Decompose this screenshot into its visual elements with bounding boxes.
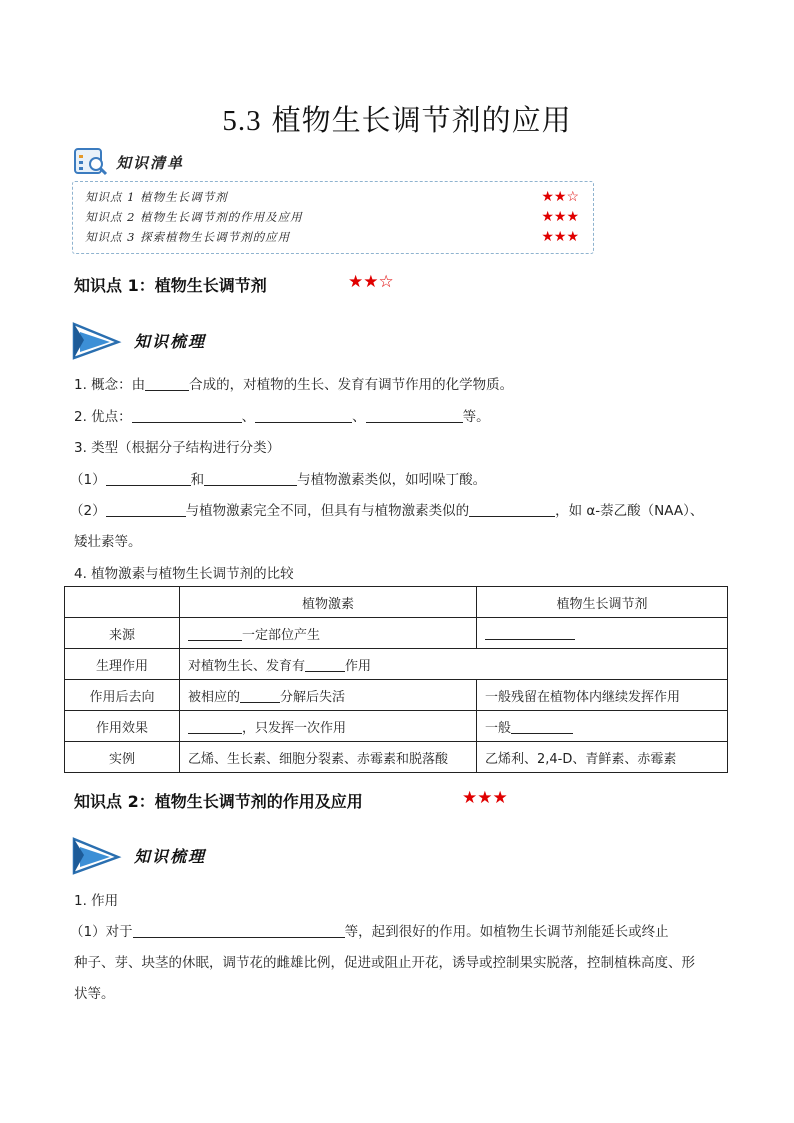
type1-line <box>70 468 486 488</box>
text: 被相应的 <box>188 689 241 705</box>
page-title <box>0 98 794 139</box>
function-title <box>74 889 118 909</box>
table-row <box>65 711 728 742</box>
row-label: 作用效果 <box>65 711 180 742</box>
row-label: 生理作用 <box>65 649 180 680</box>
comparison-caption <box>74 562 294 582</box>
checklist-item-label: 知识点 1 植物生长调节剂 <box>85 190 228 204</box>
table-row <box>65 649 728 680</box>
text: 等。 <box>462 409 490 425</box>
answer-blank[interactable] <box>305 657 345 672</box>
text: （1）对于 <box>70 924 133 940</box>
answer-blank[interactable] <box>106 502 186 517</box>
text: 种子、芽、块茎的休眠，调节花的雌雄比例，促进或阻止开花，诱导或控制果实脱落，控制植株高度、形 <box>74 955 695 971</box>
text: 作用 <box>345 658 372 674</box>
star-rating-icon: ★★★ <box>462 788 508 808</box>
text: （2） <box>70 503 106 519</box>
row-label: 来源 <box>65 618 180 649</box>
checklist-item-label: 知识点 3 探索植物生长调节剂的应用 <box>85 230 291 244</box>
star-rating-icon: ★★★ <box>541 229 579 245</box>
table-row <box>65 742 728 773</box>
text: 和 <box>190 472 205 488</box>
text: 、 <box>352 409 366 425</box>
text: 1. 概念：由 <box>74 377 146 393</box>
text: 一定部位产生 <box>242 627 321 643</box>
row-label: 作用后去向 <box>65 680 180 711</box>
answer-blank[interactable] <box>366 408 463 423</box>
checklist-label: 知识清单 <box>116 153 185 172</box>
answer-blank[interactable] <box>511 719 573 734</box>
text: （1） <box>70 472 106 488</box>
text: 与植物激素类似，如吲哚丁酸。 <box>297 472 487 488</box>
text: 分解后失活 <box>280 689 346 705</box>
text: 3. 类型（根据分子结构进行分类） <box>74 440 281 456</box>
table-header-cell: 植物激素 <box>180 587 477 618</box>
function-line-1 <box>70 920 669 940</box>
text: 一般 <box>485 720 512 736</box>
text: 对植物生长、发育有 <box>188 658 306 674</box>
section-heading-text: 知识点 1：植物生长调节剂 <box>74 276 267 295</box>
star-rating-icon: ★★☆ <box>541 189 579 205</box>
table-cell <box>180 711 477 742</box>
answer-blank[interactable] <box>255 408 352 423</box>
star-rating-icon: ★★☆ <box>348 272 394 292</box>
row-label: 实例 <box>65 742 180 773</box>
answer-blank[interactable] <box>106 471 191 486</box>
title-number: 5.3 <box>222 105 262 137</box>
table-cell: 乙烯利、2,4-D、青鲜素、赤霉素 <box>477 742 728 773</box>
checklist-item <box>85 227 579 247</box>
table-cell <box>180 618 477 649</box>
table-cell <box>477 711 728 742</box>
function-line-2 <box>74 951 695 971</box>
text: 矮壮素等。 <box>74 534 142 550</box>
text: 4. 植物激素与植物生长调节剂的比较 <box>74 566 294 582</box>
text: 状等。 <box>74 986 115 1002</box>
table-row <box>65 680 728 711</box>
badge-label: 知识梳理 <box>134 331 207 351</box>
text: 等，起到很好的作用。如植物生长调节剂能延长或终止 <box>344 924 669 940</box>
answer-blank[interactable] <box>469 502 555 517</box>
text: 与植物激素完全不同，但具有与植物激素类似的 <box>185 503 470 519</box>
answer-blank[interactable] <box>145 376 189 391</box>
comparison-table <box>64 586 728 773</box>
answer-blank[interactable] <box>188 626 242 641</box>
text: ，如 α-萘乙酸（NAA）、 <box>555 503 704 519</box>
advantages-line <box>74 405 490 425</box>
table-cell: 乙烯、生长素、细胞分裂素、赤霉素和脱落酸 <box>180 742 477 773</box>
table-cell <box>477 618 728 649</box>
table-row <box>65 618 728 649</box>
section-heading <box>74 789 363 812</box>
answer-blank[interactable] <box>485 625 575 640</box>
types-line <box>74 436 280 456</box>
answer-blank[interactable] <box>240 688 280 703</box>
table-header-row <box>65 587 728 618</box>
knowledge-review-badge <box>70 318 206 362</box>
type2-line <box>70 499 703 519</box>
checklist-icon <box>74 147 108 177</box>
table-cell <box>180 649 728 680</box>
checklist-item <box>85 207 579 227</box>
title-text: 植物生长调节剂的应用 <box>271 103 572 137</box>
checklist-header <box>74 146 184 178</box>
text: 2. 优点： <box>74 409 132 425</box>
text: 1. 作用 <box>74 893 119 909</box>
text: 合成的，对植物的生长、发育有调节作用的化学物质。 <box>189 377 514 393</box>
answer-blank[interactable] <box>132 408 242 423</box>
section-heading <box>74 273 267 296</box>
star-rating-icon: ★★★ <box>541 209 579 225</box>
table-header-cell <box>65 587 180 618</box>
text: ，只发挥一次作用 <box>242 720 347 736</box>
section-heading-text: 知识点 2：植物生长调节剂的作用及应用 <box>74 792 363 811</box>
checklist-box <box>72 181 594 254</box>
answer-blank[interactable] <box>188 719 242 734</box>
text: 、 <box>241 409 256 425</box>
play-arrow-icon <box>70 320 122 360</box>
play-arrow-icon <box>70 835 122 875</box>
table-header-cell: 植物生长调节剂 <box>477 587 728 618</box>
type2-line-cont <box>74 530 142 550</box>
concept-line <box>74 373 513 393</box>
badge-label: 知识梳理 <box>134 846 207 866</box>
checklist-item <box>85 187 579 207</box>
table-cell <box>180 680 477 711</box>
answer-blank[interactable] <box>133 923 345 938</box>
checklist-item-label: 知识点 2 植物生长调节剂的作用及应用 <box>85 210 303 224</box>
function-line-3 <box>74 982 115 1002</box>
table-cell: 一般残留在植物体内继续发挥作用 <box>477 680 728 711</box>
knowledge-review-badge <box>70 833 206 877</box>
answer-blank[interactable] <box>204 471 297 486</box>
